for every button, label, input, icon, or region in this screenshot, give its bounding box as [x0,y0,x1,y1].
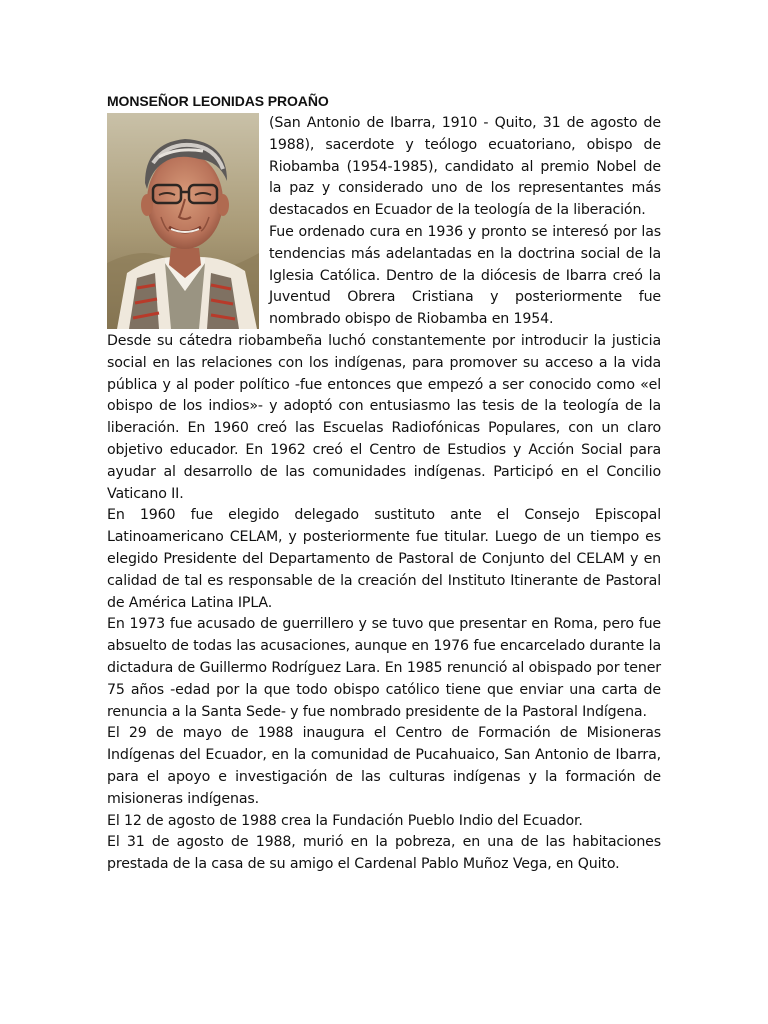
document-page [107,92,661,876]
paragraph-roma: En 1973 fue acusado de guerrillero y se tuvo que presentar en Roma, pero fue absuelto de todas las acusaciones, aunque en 1976 fue encarcelado durante la dictadura de Guillermo Rodríguez Lara. En 1985 renunció al obispado por tener 75 años -edad por la que todo obispo católico tiene que enviar una carta de renuncia a la Santa Sede- y fue nombrado presidente de la Pastoral Indígena. [107,616,661,720]
paragraph-fundacion: El 12 de agosto de 1988 crea la Fundación Pueblo Indio del Ecuador. [107,812,583,829]
intro-section [107,113,661,331]
portrait-photo [107,113,259,329]
document-title: MONSEÑOR LEONIDAS PROAÑO [107,93,329,109]
paragraph-centro-formacion: El 29 de mayo de 1988 inaugura el Centro de Formación de Misioneras Indígenas del Ecuador, en la comunidad de Pucahuaico, San Antonio de Ibarra, para el apoyo e investigación de las culturas indígenas y la formación de misioneras indígenas. [107,725,661,807]
paragraph-intro: (San Antonio de Ibarra, 1910 - Quito, 31 de agosto de 1988), sacerdote y teólogo ecuatoriano, obispo de Riobamba (1954-1985), candidato al premio Nobel de la paz y considerado uno de los representantes más destacados en Ecuador de la teología de la liberación. [269,115,661,219]
paragraph-muerte: El 31 de agosto de 1988, murió en la pobreza, en una de las habitaciones prestada de la casa de su amigo el Cardenal Pablo Muñoz Vega, en Quito. [107,834,661,873]
paragraph-riobamba: Desde su cátedra riobambeña luchó constantemente por introducir la justicia social en las relaciones con los indígenas, para promover su acceso a la vida pública y al poder político -fue entonces que empezó a ser conocido como «el obispo de los indios»- y adoptó con entusiasmo las tesis de la teología de la liberación. En 1960 creó las Escuelas Radiofónicas Populares, con un claro objetivo educador. En 1962 creó el Centro de Estudios y Acción Social para ayudar al desarrollo de las comunidades indígenas. Participó en el Concilio Vaticano II. [107,332,661,502]
paragraph-celam: En 1960 fue elegido delegado sustituto ante el Consejo Episcopal Latinoamericano CELAM, y posteriormente fue titular. Luego de un tiempo es elegido Presidente del Departamento de Pastoral de Conjunto del CELAM y en calidad de tal es responsable de la creación del Instituto Itinerante de Pastoral de América Latina IPLA. [107,507,661,611]
paragraph-ordination: Fue ordenado cura en 1936 y pronto se interesó por las tendencias más adelantadas en la doctrina social de la Iglesia Católica. Dentro de la diócesis de Ibarra creó la Juventud Obrera Cristiana y posteriormente fue nombrado obispo de Riobamba en 1954. [269,223,661,328]
